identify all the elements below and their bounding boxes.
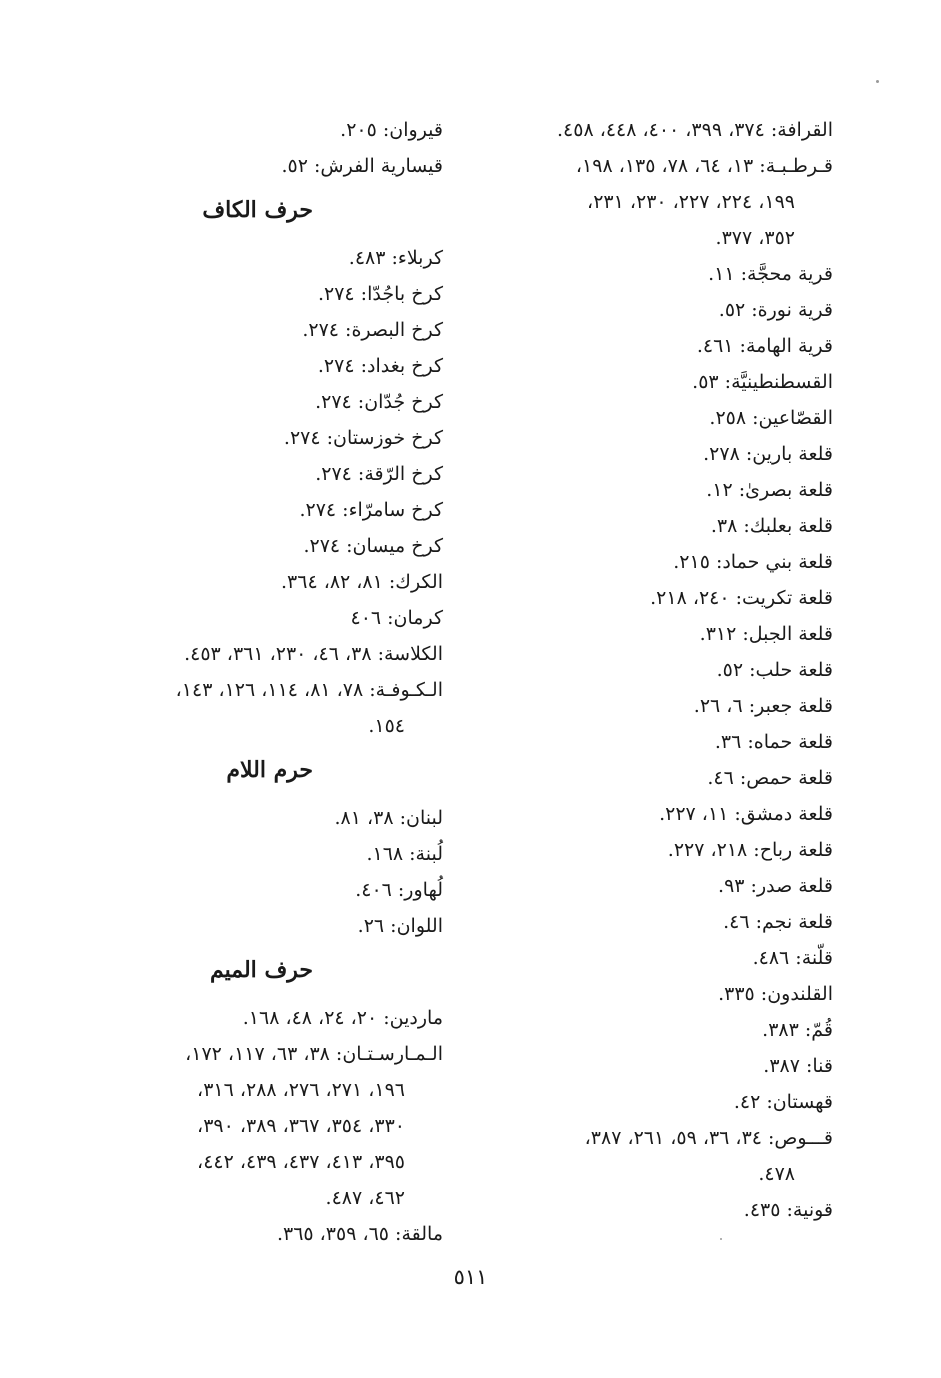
index-entry: كرخ جُدّان: ٢٧٤. xyxy=(315,391,443,413)
index-entry: كرخ بغداد: ٢٧٤. xyxy=(317,355,443,377)
section-heading: حرم اللام xyxy=(226,757,313,783)
index-entry: قونية: ٤٣٥. xyxy=(743,1199,833,1221)
page-number: ٥١١ xyxy=(453,1265,488,1289)
index-entry: قلعة نجم: ٤٦. xyxy=(723,911,833,933)
index-entry: كرخ سامرّاء: ٢٧٤. xyxy=(299,499,443,521)
index-entry: القصّاعين: ٢٥٨. xyxy=(709,407,833,429)
index-entry: الـمـارسـتـان: ٣٨، ٦٣، ١١٧، ١٧٢، xyxy=(185,1043,443,1065)
index-entry: كرخ الرّقة: ٢٧٤. xyxy=(315,463,443,485)
index-entry: القسطنطينيَّة: ٥٣. xyxy=(692,371,833,393)
index-entry: الكرك: ٨١، ٨٢، ٣٦٤. xyxy=(280,571,443,593)
index-entry: قُمّ: ٣٨٣. xyxy=(762,1019,833,1041)
index-entry: القلندون: ٣٣٥. xyxy=(718,983,833,1005)
index-entry: قرية الهامة: ٤٦١. xyxy=(696,335,833,357)
index-entry: كرخ باجُدّا: ٢٧٤. xyxy=(317,283,443,305)
index-entry: كرمان: ٤٠٦ xyxy=(350,607,443,629)
index-entry: قـــوص: ٣٤، ٣٦، ٥٩، ٢٦١، ٣٨٧، xyxy=(584,1127,833,1149)
index-entry-continuation: ٤٧٨. xyxy=(758,1163,795,1185)
index-entry-continuation: ١٩٦، ٢٧١، ٢٧٦، ٢٨٨، ٣١٦، xyxy=(197,1079,405,1101)
index-entry: مالقة: ٦٥، ٣٥٩، ٣٦٥. xyxy=(276,1223,443,1245)
index-entry: قنا: ٣٨٧. xyxy=(763,1055,833,1077)
index-entry: قلعة بصرىٰ: ١٢. xyxy=(706,479,833,501)
index-entry: قلعة حمص: ٤٦. xyxy=(707,767,833,789)
index-entry: قلعة حلب: ٥٢. xyxy=(716,659,833,681)
index-entry: قرية محجَّة: ١١. xyxy=(708,263,833,285)
index-entry: قلعة الجبل: ٣١٢. xyxy=(699,623,833,645)
index-entry: قلعة جعبر: ٦، ٢٦. xyxy=(693,695,833,717)
index-entry-continuation: ١٩٩، ٢٢٤، ٢٢٧، ٢٣٠، ٢٣١، xyxy=(587,191,795,213)
index-entry: قلّنة: ٤٨٦. xyxy=(752,947,833,969)
section-heading: حرف الكاف xyxy=(202,197,313,223)
index-entry: قهستان: ٤٢. xyxy=(733,1091,833,1113)
scan-mark xyxy=(720,1238,722,1240)
index-entry: كربلاء: ٤٨٣. xyxy=(348,247,443,269)
index-entry: قيسارية الفرش: ٥٢. xyxy=(281,155,443,177)
index-entry: لُبنة: ١٦٨. xyxy=(366,843,443,865)
index-entry: قلعة دمشق: ١١، ٢٢٧. xyxy=(659,803,833,825)
index-entry-continuation: ٤٦٢، ٤٨٧. xyxy=(325,1187,405,1209)
index-entry: قلعة بعلبك: ٣٨. xyxy=(710,515,833,537)
index-entry: لُهاور: ٤٠٦. xyxy=(355,879,443,901)
index-entry: الـكـوفـة: ٧٨، ٨١، ١١٤، ١٢٦، ١٤٣، xyxy=(175,679,443,701)
index-entry: اللوان: ٢٦. xyxy=(357,915,443,937)
index-entry: قـرطـبـة: ١٣، ٦٤، ٧٨، ١٣٥، ١٩٨، xyxy=(575,155,833,177)
scan-mark xyxy=(876,80,879,83)
index-entry: الكلاسة: ٣٨، ٤٦، ٢٣٠، ٣٦١، ٤٥٣. xyxy=(184,643,443,665)
index-entry: لبنان: ٣٨، ٨١. xyxy=(334,807,443,829)
index-entry-continuation: ٣٥٢، ٣٧٧. xyxy=(715,227,795,249)
index-entry: قلعة بني حماد: ٢١٥. xyxy=(673,551,833,573)
index-entry: قلعة حماه: ٣٦. xyxy=(714,731,833,753)
index-entry: كرخ ميسان: ٢٧٤. xyxy=(303,535,443,557)
index-column-right xyxy=(473,112,833,1228)
index-entry: قلعة رباح: ٢١٨، ٢٢٧. xyxy=(667,839,833,861)
index-entry-continuation: ١٥٤. xyxy=(368,715,405,737)
index-entry: كرخ البصرة: ٢٧٤. xyxy=(302,319,443,341)
index-entry: قلعة صدر: ٩٣. xyxy=(718,875,833,897)
index-entry-continuation: ٣٩٥، ٤١٣، ٤٣٧، ٤٣٩، ٤٤٢، xyxy=(197,1151,405,1173)
section-heading: حرف الميم xyxy=(209,957,313,983)
index-entry: قلعة تكريت: ٢٤٠، ٢١٨. xyxy=(650,587,833,609)
index-entry: القرافة: ٣٧٤، ٣٩٩، ٤٠٠، ٤٤٨، ٤٥٨. xyxy=(556,119,833,141)
index-column-left xyxy=(83,112,443,1252)
index-entry: قلعة بارين: ٢٧٨. xyxy=(703,443,833,465)
index-entry: كرخ خوزستان: ٢٧٤. xyxy=(283,427,443,449)
index-entry: قيروان: ٢٠٥. xyxy=(340,119,443,141)
index-entry-continuation: ٣٣٠، ٣٥٤، ٣٦٧، ٣٨٩، ٣٩٠، xyxy=(197,1115,405,1137)
index-entry: قرية نورة: ٥٢. xyxy=(718,299,833,321)
index-entry: ماردين: ٢٠، ٢٤، ٤٨، ١٦٨. xyxy=(242,1007,443,1029)
